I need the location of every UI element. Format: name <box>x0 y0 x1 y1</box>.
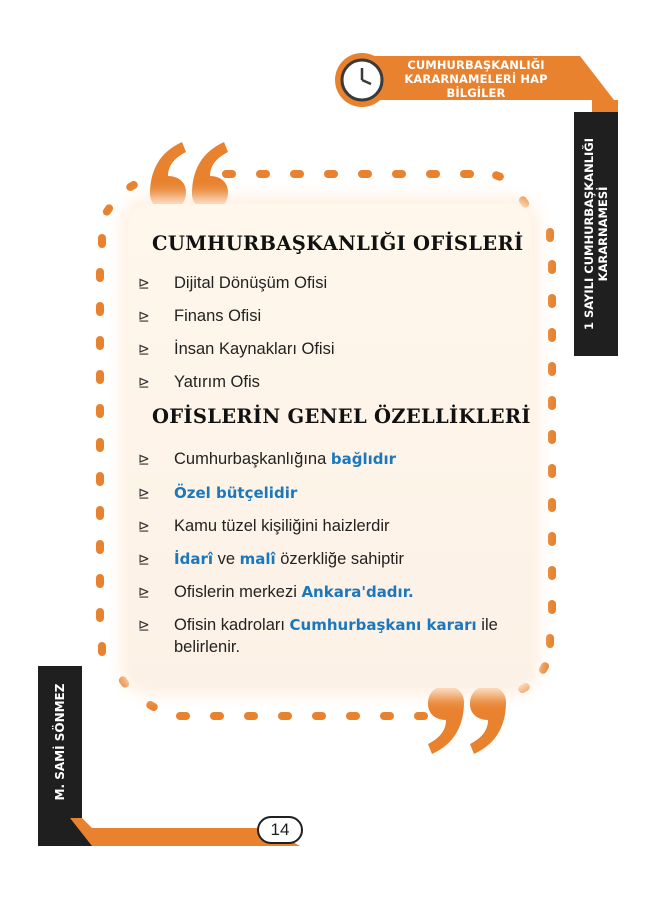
highlight-text: Cumhurbaşkanı kararı <box>289 616 477 634</box>
list-item-text: Finans Ofisi <box>174 307 262 325</box>
bullet-icon: ⊵ <box>138 519 150 535</box>
bullet-icon: ⊵ <box>138 486 150 502</box>
banner-line-2: KARARNAMELERİ HAP BİLGİLER <box>404 72 548 100</box>
list-item-text: İnsan Kaynakları Ofisi <box>174 340 335 358</box>
list-item-text: özerkliğe sahiptir <box>275 550 405 568</box>
list-item-text: Cumhurbaşkanlığına <box>174 450 331 468</box>
bullet-icon: ⊵ <box>138 618 150 634</box>
page-number: 14 <box>257 816 303 844</box>
author-name: M. SAMİ SÖNMEZ <box>53 683 67 801</box>
bullet-icon: ⊵ <box>138 342 150 358</box>
highlight-text: Ankara'dadır. <box>301 583 414 601</box>
list-item-text: Ofislerin merkezi <box>174 583 302 601</box>
list-item-text: Kamu tüzel kişiliğini haizlerdir <box>174 517 390 535</box>
bullet-icon: ⊵ <box>138 276 150 292</box>
highlight-text: Özel bütçelidir <box>174 484 298 502</box>
highlight-text: malî <box>239 550 276 568</box>
side-tab-text <box>582 114 610 354</box>
banner-line-1: CUMHURBAŞKANLIĞI <box>407 58 545 72</box>
bullet-icon: ⊵ <box>138 375 150 391</box>
list-item-text: ve <box>212 550 240 568</box>
list-item-text: ile <box>476 616 498 634</box>
highlight-text: İdarî <box>174 550 213 568</box>
banner-title <box>376 58 576 100</box>
open-quote-icon <box>150 142 228 210</box>
side-tab-line-2: KARARNAMESİ <box>596 186 610 282</box>
list-item-text: belirlenir. <box>174 638 241 656</box>
section-2-title: OFİSLERİN GENEL ÖZELLİKLERİ <box>152 405 531 428</box>
bullet-icon: ⊵ <box>138 452 150 468</box>
list-item-text: Dijital Dönüşüm Ofisi <box>174 274 328 292</box>
side-tab-line-1: 1 SAYILI CUMHURBAŞKANLIĞI <box>582 137 596 331</box>
bullet-icon: ⊵ <box>138 585 150 601</box>
close-quote-icon <box>428 686 506 754</box>
bullet-icon: ⊵ <box>138 309 150 325</box>
highlight-text: bağlıdır <box>330 450 396 468</box>
section-1-title: CUMHURBAŞKANLIĞI OFİSLERİ <box>152 232 524 255</box>
list-item-text: Yatırım Ofis <box>174 373 260 391</box>
list-item-text: Ofisin kadroları <box>174 616 290 634</box>
bullet-icon: ⊵ <box>138 552 150 568</box>
